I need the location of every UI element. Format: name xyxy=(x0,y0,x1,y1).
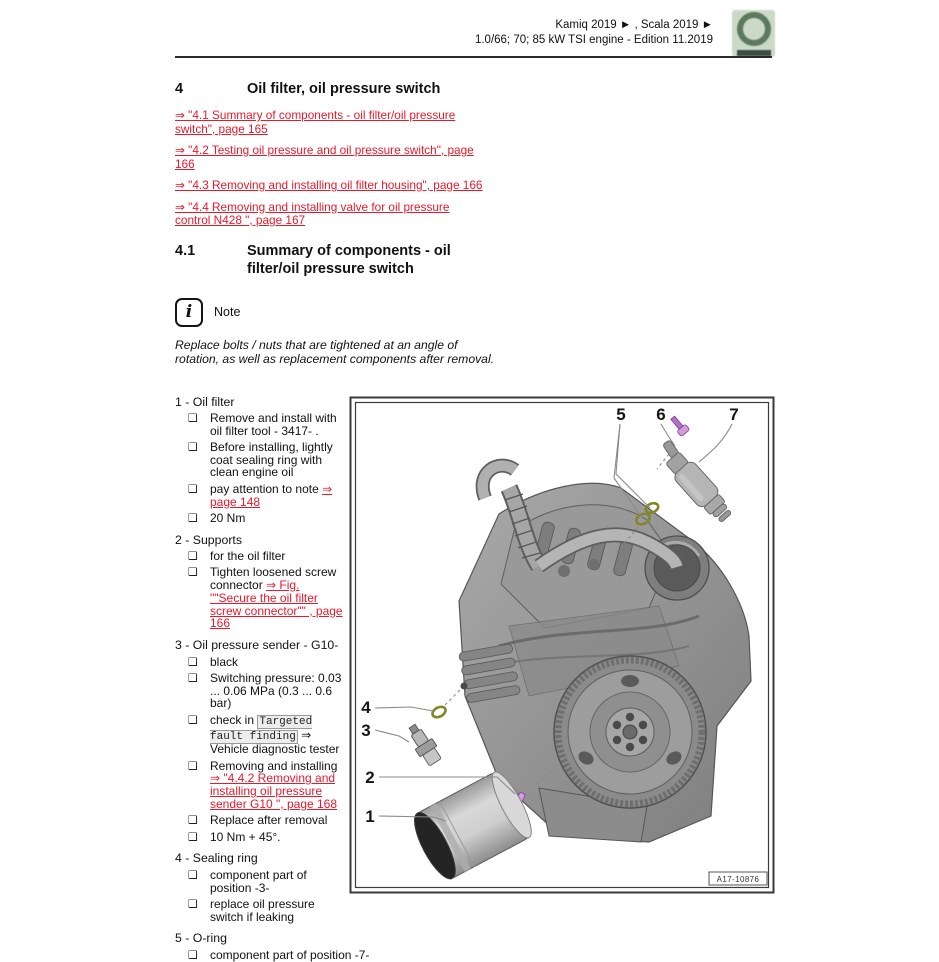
list-item xyxy=(188,814,349,827)
toc-link-4-3[interactable]: ⇒ "4.3 Removing and installing oil filter housing", page 166 xyxy=(175,178,483,192)
checkbox-icon: ❑ xyxy=(188,814,198,827)
checkbox-icon: ❑ xyxy=(188,672,198,685)
bullet-text: black xyxy=(210,654,239,669)
tester-menu-label: Targeted fault finding xyxy=(210,715,313,743)
list-item xyxy=(188,412,349,438)
checkbox-icon: ❑ xyxy=(188,656,198,669)
callout-6: 6 xyxy=(656,404,666,424)
list-item xyxy=(188,566,349,630)
info-icon: i xyxy=(175,298,203,327)
checkbox-icon: ❑ xyxy=(188,483,198,496)
page-content xyxy=(175,0,775,961)
note-label: Note xyxy=(214,305,241,319)
list-item xyxy=(188,483,349,509)
toc-link-4-1[interactable]: ⇒ "4.1 Summary of components - oil filter/oil pressure switch", page 165 xyxy=(175,108,456,136)
checkbox-icon: ❑ xyxy=(188,412,198,425)
callout-5: 5 xyxy=(616,404,626,424)
list-item xyxy=(188,550,349,563)
list-item xyxy=(188,672,349,710)
bullet-text: Switching pressure: 0.03 ... 0.06 MPa (0.3 ... 0.6 bar) xyxy=(210,670,342,711)
bullet-text: component part of position -7- xyxy=(210,947,370,962)
section-title: Oil filter, oil pressure switch xyxy=(247,81,441,97)
component-label-1: 1 - Oil filter xyxy=(175,394,235,409)
list-item xyxy=(188,656,349,669)
callout-1: 1 xyxy=(365,806,375,826)
list-item xyxy=(188,949,775,962)
bullet-text: Replace after removal xyxy=(210,813,328,828)
figure-code xyxy=(709,872,767,885)
bullet-text: 20 Nm xyxy=(210,510,246,525)
subsection-title: Summary of components - oil filter/oil pressure switch xyxy=(247,242,451,277)
section-link-168[interactable]: ⇒ "4.4.2 Removing and installing oil pressure sender G10 ", page 168 xyxy=(210,771,338,812)
bullet-text: component part of position -3- xyxy=(210,867,307,895)
checkbox-icon: ❑ xyxy=(188,441,198,454)
component-label-3: 3 - Oil pressure sender - G10- xyxy=(175,638,339,653)
bullet-text: for the oil filter xyxy=(210,548,286,563)
fig-link-166[interactable]: ⇒ Fig. ""Secure the oil filter screw connector"" , page 166 xyxy=(210,578,343,631)
components-section xyxy=(175,396,775,962)
checkbox-icon: ❑ xyxy=(188,760,198,773)
list-item xyxy=(188,898,349,924)
subsection-number: 4.1 xyxy=(175,242,196,259)
bullet-text xyxy=(210,566,349,630)
checkbox-icon: ❑ xyxy=(188,550,198,563)
callout-2: 2 xyxy=(365,767,375,787)
header-model-line: Kamiq 2019 ► , Scala 2019 ► xyxy=(555,19,713,31)
bullet-text-segment: check in xyxy=(210,712,258,727)
checkbox-icon: ❑ xyxy=(188,869,198,882)
component-label-2: 2 - Supports xyxy=(175,532,242,547)
page-link-148[interactable]: ⇒ page 148 xyxy=(210,481,333,509)
checkbox-icon: ❑ xyxy=(188,898,198,911)
bullet-text: Remove and install with oil filter tool - 3417- . xyxy=(210,410,337,438)
figure-code-label: A17-10876 xyxy=(716,874,760,884)
component-label-4: 4 - Sealing ring xyxy=(175,851,258,866)
checkbox-icon: ❑ xyxy=(188,949,198,962)
list-item xyxy=(188,869,349,895)
section-number: 4 xyxy=(175,81,184,97)
bullet-text-segment: pay attention to note xyxy=(210,481,323,496)
list-item xyxy=(188,512,349,525)
callout-7: 7 xyxy=(729,404,739,424)
bullet-text: Before installing, lightly coat sealing ring with clean engine oil xyxy=(210,439,333,480)
engine-diagram xyxy=(349,396,775,895)
flywheel xyxy=(554,656,706,808)
list-item xyxy=(188,760,349,811)
list-item xyxy=(188,441,349,479)
checkbox-icon: ❑ xyxy=(188,512,198,525)
bullet-text xyxy=(210,760,349,811)
bullet-text-segment: Tighten loosened screw connector xyxy=(210,565,337,593)
checkbox-icon: ❑ xyxy=(188,566,198,579)
toc-link-4-4[interactable]: ⇒ "4.4 Removing and installing valve for oil pressure control N428 ", page 167 xyxy=(175,199,450,227)
checkbox-icon: ❑ xyxy=(188,714,198,727)
callout-3: 3 xyxy=(361,720,371,740)
bullet-text-segment: ⇒ Vehicle diagnostic tester xyxy=(210,727,340,757)
list-item xyxy=(188,831,349,844)
toc-link-4-2[interactable]: ⇒ "4.2 Testing oil pressure and oil pressure switch", page 166 xyxy=(175,143,474,171)
callout-4: 4 xyxy=(361,697,371,717)
note-text: Replace bolts / nuts that are tightened at an angle of rotation, as well as replacement components after removal. xyxy=(175,337,495,366)
bullet-text xyxy=(210,483,349,509)
bullet-text: 10 Nm + 45°. xyxy=(210,829,281,844)
bullet-text: replace oil pressure switch if leaking xyxy=(210,896,315,924)
list-item xyxy=(188,714,349,756)
checkbox-icon: ❑ xyxy=(188,831,198,844)
note-header xyxy=(175,298,775,327)
toc-links xyxy=(175,109,487,228)
component-label-5: 5 - O-ring xyxy=(175,931,227,946)
engine-figure xyxy=(349,396,775,895)
header-engine-line: 1.0/66; 70; 85 kW TSI engine - Edition 11.2019 xyxy=(474,34,713,46)
subsection-heading xyxy=(175,242,775,278)
section-heading xyxy=(175,80,775,98)
bullet-text-segment: Removing and installing xyxy=(210,758,338,773)
bullet-text xyxy=(210,714,349,756)
